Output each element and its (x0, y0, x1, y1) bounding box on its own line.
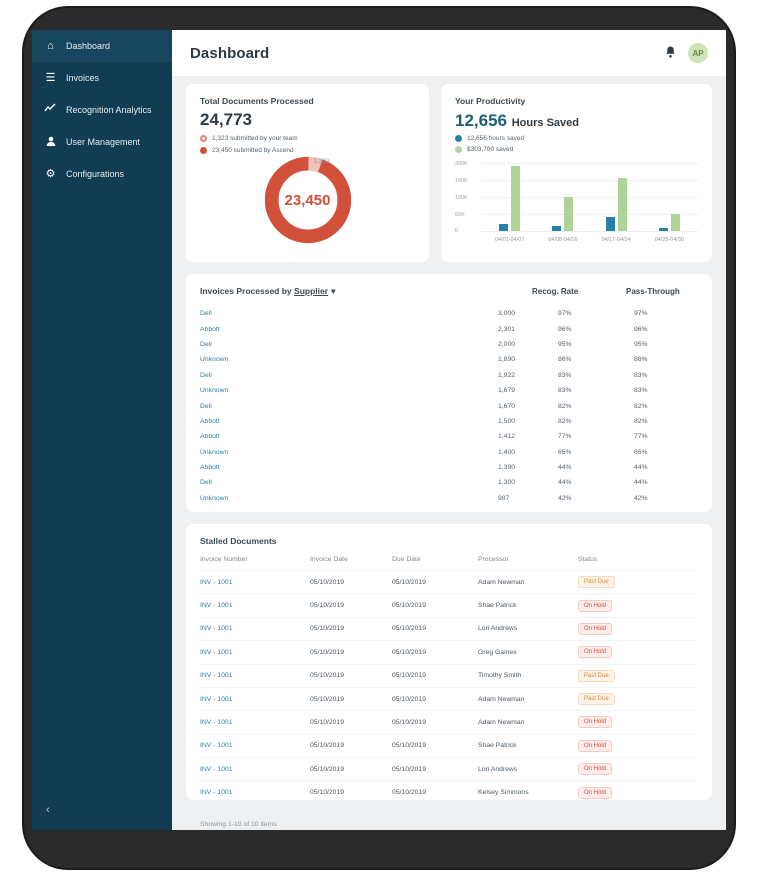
processor: Timothy Smith (478, 664, 578, 687)
supplier-recog: 44% (558, 464, 572, 472)
column-header-recog-rate: Recog. Rate (532, 287, 579, 296)
due-date: 05/10/2019 (392, 758, 478, 781)
supplier-row[interactable] (200, 321, 698, 336)
x-tick-label: 04/25-04/30 (654, 237, 685, 243)
supplier-pass: 86% (634, 356, 648, 364)
supplier-count: 3,000 (498, 310, 516, 318)
invoice-link[interactable]: INV - 1001 (200, 672, 233, 680)
supplier-name[interactable]: Dell (200, 340, 212, 348)
supplier-rows (200, 306, 698, 506)
status-badge: Past Due (578, 670, 615, 682)
supplier-card-header (200, 286, 698, 297)
stalled-documents-card (186, 524, 712, 828)
supplier-pass: 65% (634, 448, 648, 456)
table-row[interactable] (200, 687, 698, 710)
sidebar-item-dashboard[interactable] (32, 30, 172, 62)
x-tick-label: 04/17-04/24 (601, 237, 631, 243)
topbar (172, 30, 726, 76)
showing-items-label: Showing 1-10 of 10 items (200, 812, 698, 828)
invoice-link[interactable]: INV - 1001 (200, 695, 233, 703)
due-date: 05/10/2019 (392, 571, 478, 594)
supplier-name[interactable]: Dell (200, 310, 212, 318)
supplier-count: 2,000 (498, 340, 516, 348)
table-row[interactable] (200, 664, 698, 687)
status-badge: Past Due (578, 693, 615, 705)
donut-top-label: 1,323 (313, 158, 330, 165)
supplier-name[interactable]: Abbott (200, 433, 220, 441)
table-row[interactable] (200, 594, 698, 617)
sidebar-item-invoices[interactable] (32, 62, 172, 94)
due-date: 05/10/2019 (392, 617, 478, 640)
page-title: Dashboard (190, 44, 270, 62)
due-date: 05/10/2019 (392, 594, 478, 617)
supplier-pass: 82% (634, 417, 648, 425)
x-tick-label: 04/08-04/16 (548, 237, 578, 243)
table-header-row (200, 556, 698, 571)
status-badge: On Hold (578, 787, 612, 799)
card-title: Your Productivity (455, 96, 526, 106)
status-badge: On Hold (578, 763, 612, 775)
supplier-pass: 96% (634, 325, 648, 333)
legend-dot-icon (200, 135, 207, 142)
sidebar-item-configurations[interactable] (32, 158, 172, 190)
supplier-name[interactable]: Dell (200, 371, 212, 379)
supplier-pass: 77% (634, 433, 648, 441)
due-date: 05/10/2019 (392, 687, 478, 710)
legend-label: 12,656 hours saved (467, 135, 525, 142)
card-title: Stalled Documents (200, 536, 277, 546)
supplier-dropdown[interactable]: Supplier (294, 286, 329, 296)
sidebar-item-label: Configurations (66, 169, 125, 179)
supplier-name[interactable]: Dell (200, 479, 212, 487)
processor: Greg Gaines (478, 641, 578, 664)
supplier-pass: 83% (634, 371, 648, 379)
x-tick-label: 04/01-04/07 (494, 237, 525, 243)
avatar[interactable]: AP (688, 43, 708, 63)
supplier-name[interactable]: Dell (200, 402, 212, 410)
chevron-left-icon: ‹ (46, 804, 50, 816)
home-icon: ⌂ (47, 39, 54, 52)
invoice-link[interactable]: INV - 1001 (200, 742, 233, 750)
supplier-row[interactable] (200, 368, 698, 383)
sidebar-item-recognition-analytics[interactable] (32, 94, 172, 126)
hours-unit: Hours Saved (511, 117, 579, 129)
dashboard-content (172, 76, 726, 828)
invoice-date: 05/10/2019 (310, 664, 392, 687)
processor: Lori Andrews (478, 617, 578, 640)
invoice-date: 05/10/2019 (310, 617, 392, 640)
legend-label: 23,450 submitted by Ascend (212, 147, 294, 154)
table-row[interactable] (200, 758, 698, 781)
bar-group (643, 214, 696, 231)
supplier-count: 1,390 (498, 464, 516, 472)
hours-saved-value (455, 111, 698, 131)
supplier-recog: 42% (558, 494, 572, 502)
invoice-link[interactable]: INV - 1001 (200, 625, 233, 633)
supplier-row[interactable] (200, 398, 698, 413)
invoices-by-supplier-card (186, 274, 712, 512)
invoice-link[interactable]: INV - 1001 (200, 765, 233, 773)
table-row[interactable] (200, 641, 698, 664)
status-badge: On Hold (578, 716, 612, 728)
sidebar (32, 30, 172, 830)
processor: Kelsey Simmons (478, 781, 578, 804)
supplier-recog: 83% (558, 387, 572, 395)
supplier-pass: 97% (634, 310, 648, 318)
supplier-recog: 82% (558, 402, 572, 410)
supplier-row[interactable] (200, 475, 698, 490)
total-documents-value: 24,773 (200, 110, 252, 129)
legend-swatch-icon (455, 146, 462, 153)
table-row[interactable] (200, 734, 698, 757)
due-date: 05/10/2019 (392, 711, 478, 734)
table-row[interactable] (200, 617, 698, 640)
column-header-invoice-date[interactable]: Invoice Date (310, 556, 348, 563)
due-date: 05/10/2019 (392, 641, 478, 664)
status-badge: On Hold (578, 623, 612, 635)
supplier-name[interactable]: Abbott (200, 325, 220, 333)
supplier-recog: 97% (558, 310, 572, 318)
supplier-name[interactable]: Abbott (200, 417, 220, 425)
supplier-recog: 77% (558, 433, 572, 441)
chevron-down-icon[interactable]: ▾ (331, 286, 336, 296)
supplier-count: 1,670 (498, 402, 516, 410)
supplier-recog: 82% (558, 417, 572, 425)
due-date: 05/10/2019 (392, 734, 478, 757)
hours-number: 12,656 (455, 111, 507, 130)
legend-team (200, 135, 415, 142)
tablet-screen (32, 30, 726, 830)
supplier-recog: 44% (558, 479, 572, 487)
supplier-count: 1,500 (498, 417, 516, 425)
dashboard-top-row (186, 84, 712, 262)
supplier-recog: 96% (558, 325, 572, 333)
table-row[interactable] (200, 571, 698, 594)
invoice-date: 05/10/2019 (310, 734, 392, 757)
y-tick-label: 100K (455, 195, 468, 201)
supplier-row[interactable] (200, 414, 698, 429)
supplier-recog: 65% (558, 448, 572, 456)
supplier-count: 2,301 (498, 325, 516, 333)
bars-container (483, 163, 696, 231)
invoice-link[interactable]: INV - 1001 (200, 718, 233, 726)
legend-label: $303,700 saved (467, 146, 514, 153)
sidebar-collapse-button[interactable] (32, 804, 172, 816)
supplier-name[interactable]: Unknown (200, 448, 229, 456)
status-badge: On Hold (578, 646, 612, 658)
status-badge: On Hold (578, 600, 612, 612)
supplier-row[interactable] (200, 383, 698, 398)
supplier-row[interactable] (200, 445, 698, 460)
supplier-count: 1,679 (498, 387, 516, 395)
chart-line-icon (44, 104, 57, 116)
bar-group (483, 166, 536, 231)
invoice-date: 05/10/2019 (310, 758, 392, 781)
supplier-row[interactable] (200, 352, 698, 367)
processor: Adam Newman (478, 571, 578, 594)
legend-label: 1,323 submitted by your team (212, 135, 298, 142)
supplier-count: 1,412 (498, 433, 516, 441)
y-tick-label: 50K (455, 212, 465, 218)
sidebar-item-label: Dashboard (66, 41, 111, 51)
processor: Adam Newman (478, 711, 578, 734)
productivity-bar-chart (455, 161, 698, 243)
supplier-row[interactable] (200, 491, 698, 506)
bar-group (536, 197, 589, 231)
supplier-pass: 95% (634, 340, 648, 348)
invoice-date: 05/10/2019 (310, 641, 392, 664)
column-header-invoice-number[interactable]: Invoice Number (200, 556, 248, 563)
supplier-row[interactable] (200, 306, 698, 321)
table-row[interactable] (200, 781, 698, 804)
productivity-legend-dollars (455, 146, 698, 153)
column-header-due-date[interactable]: Due Date (392, 556, 421, 563)
invoice-link[interactable]: INV - 1001 (200, 648, 233, 656)
legend-dot-icon (200, 147, 207, 154)
invoice-link[interactable]: INV - 1001 (200, 578, 233, 586)
column-header-pass-through: Pass-Through (626, 287, 680, 296)
y-tick-label: 0 (455, 228, 459, 234)
y-tick-label: 150K (455, 178, 468, 184)
sidebar-item-label: Recognition Analytics (66, 105, 152, 115)
supplier-row[interactable] (200, 460, 698, 475)
total-documents-card (186, 84, 429, 262)
supplier-count: 1,300 (498, 479, 516, 487)
device-frame (24, 8, 734, 868)
status-badge: On Hold (578, 740, 612, 752)
gear-icon: ⚙ (45, 167, 56, 180)
supplier-name[interactable]: Abbott (200, 464, 220, 472)
x-axis-labels (483, 237, 696, 243)
productivity-legend-hours (455, 135, 698, 142)
card-title: Total Documents Processed (200, 96, 314, 106)
processor: Adam Newman (478, 687, 578, 710)
processor: Shae Patrick (478, 594, 578, 617)
supplier-recog: 86% (558, 356, 572, 364)
supplier-name[interactable]: Unknown (200, 387, 229, 395)
supplier-count: 1,922 (498, 371, 516, 379)
invoice-link[interactable]: INV - 1001 (200, 789, 233, 797)
list-icon: ☰ (45, 71, 56, 84)
supplier-row[interactable] (200, 429, 698, 444)
supplier-pass: 44% (634, 464, 648, 472)
invoice-date: 05/10/2019 (310, 781, 392, 804)
documents-donut-chart (260, 152, 356, 248)
invoice-date: 05/10/2019 (310, 594, 392, 617)
supplier-pass: 42% (634, 494, 648, 502)
status-badge: Past Due (578, 576, 615, 588)
processor: Shae Patrick (478, 734, 578, 757)
supplier-count: 1,890 (498, 356, 516, 364)
supplier-count: 1,400 (498, 448, 516, 456)
stalled-documents-table (200, 556, 698, 804)
due-date: 05/10/2019 (392, 664, 478, 687)
y-tick-label: 200K (455, 161, 468, 167)
donut-center-label: 23,450 (284, 191, 331, 209)
invoice-date: 05/10/2019 (310, 711, 392, 734)
supplier-recog: 95% (558, 340, 572, 348)
productivity-card (441, 84, 712, 262)
card-title: Invoices Processed by (200, 286, 292, 296)
sidebar-item-label: User Management (66, 137, 141, 147)
sidebar-item-user-management[interactable] (32, 126, 172, 158)
supplier-pass: 82% (634, 402, 648, 410)
supplier-row[interactable] (200, 337, 698, 352)
invoice-date: 05/10/2019 (310, 571, 392, 594)
supplier-pass: 83% (634, 387, 648, 395)
due-date: 05/10/2019 (392, 781, 478, 804)
supplier-pass: 44% (634, 479, 648, 487)
supplier-name[interactable]: Unknown (200, 356, 229, 364)
supplier-recog: 83% (558, 371, 572, 379)
column-header-status[interactable]: Status (578, 556, 598, 563)
table-row[interactable] (200, 711, 698, 734)
column-header-processor[interactable]: Processor (478, 556, 509, 563)
invoice-link[interactable]: INV - 1001 (200, 602, 233, 610)
bell-icon[interactable] (665, 46, 676, 61)
main-area (172, 30, 726, 830)
invoice-date: 05/10/2019 (310, 687, 392, 710)
sidebar-item-label: Invoices (66, 73, 100, 83)
supplier-name[interactable]: Unknown (200, 494, 229, 502)
bar-group (590, 178, 643, 231)
supplier-count: 987 (498, 494, 510, 502)
legend-swatch-icon (455, 135, 462, 142)
user-icon (44, 136, 57, 149)
processor: Lori Andrews (478, 758, 578, 781)
